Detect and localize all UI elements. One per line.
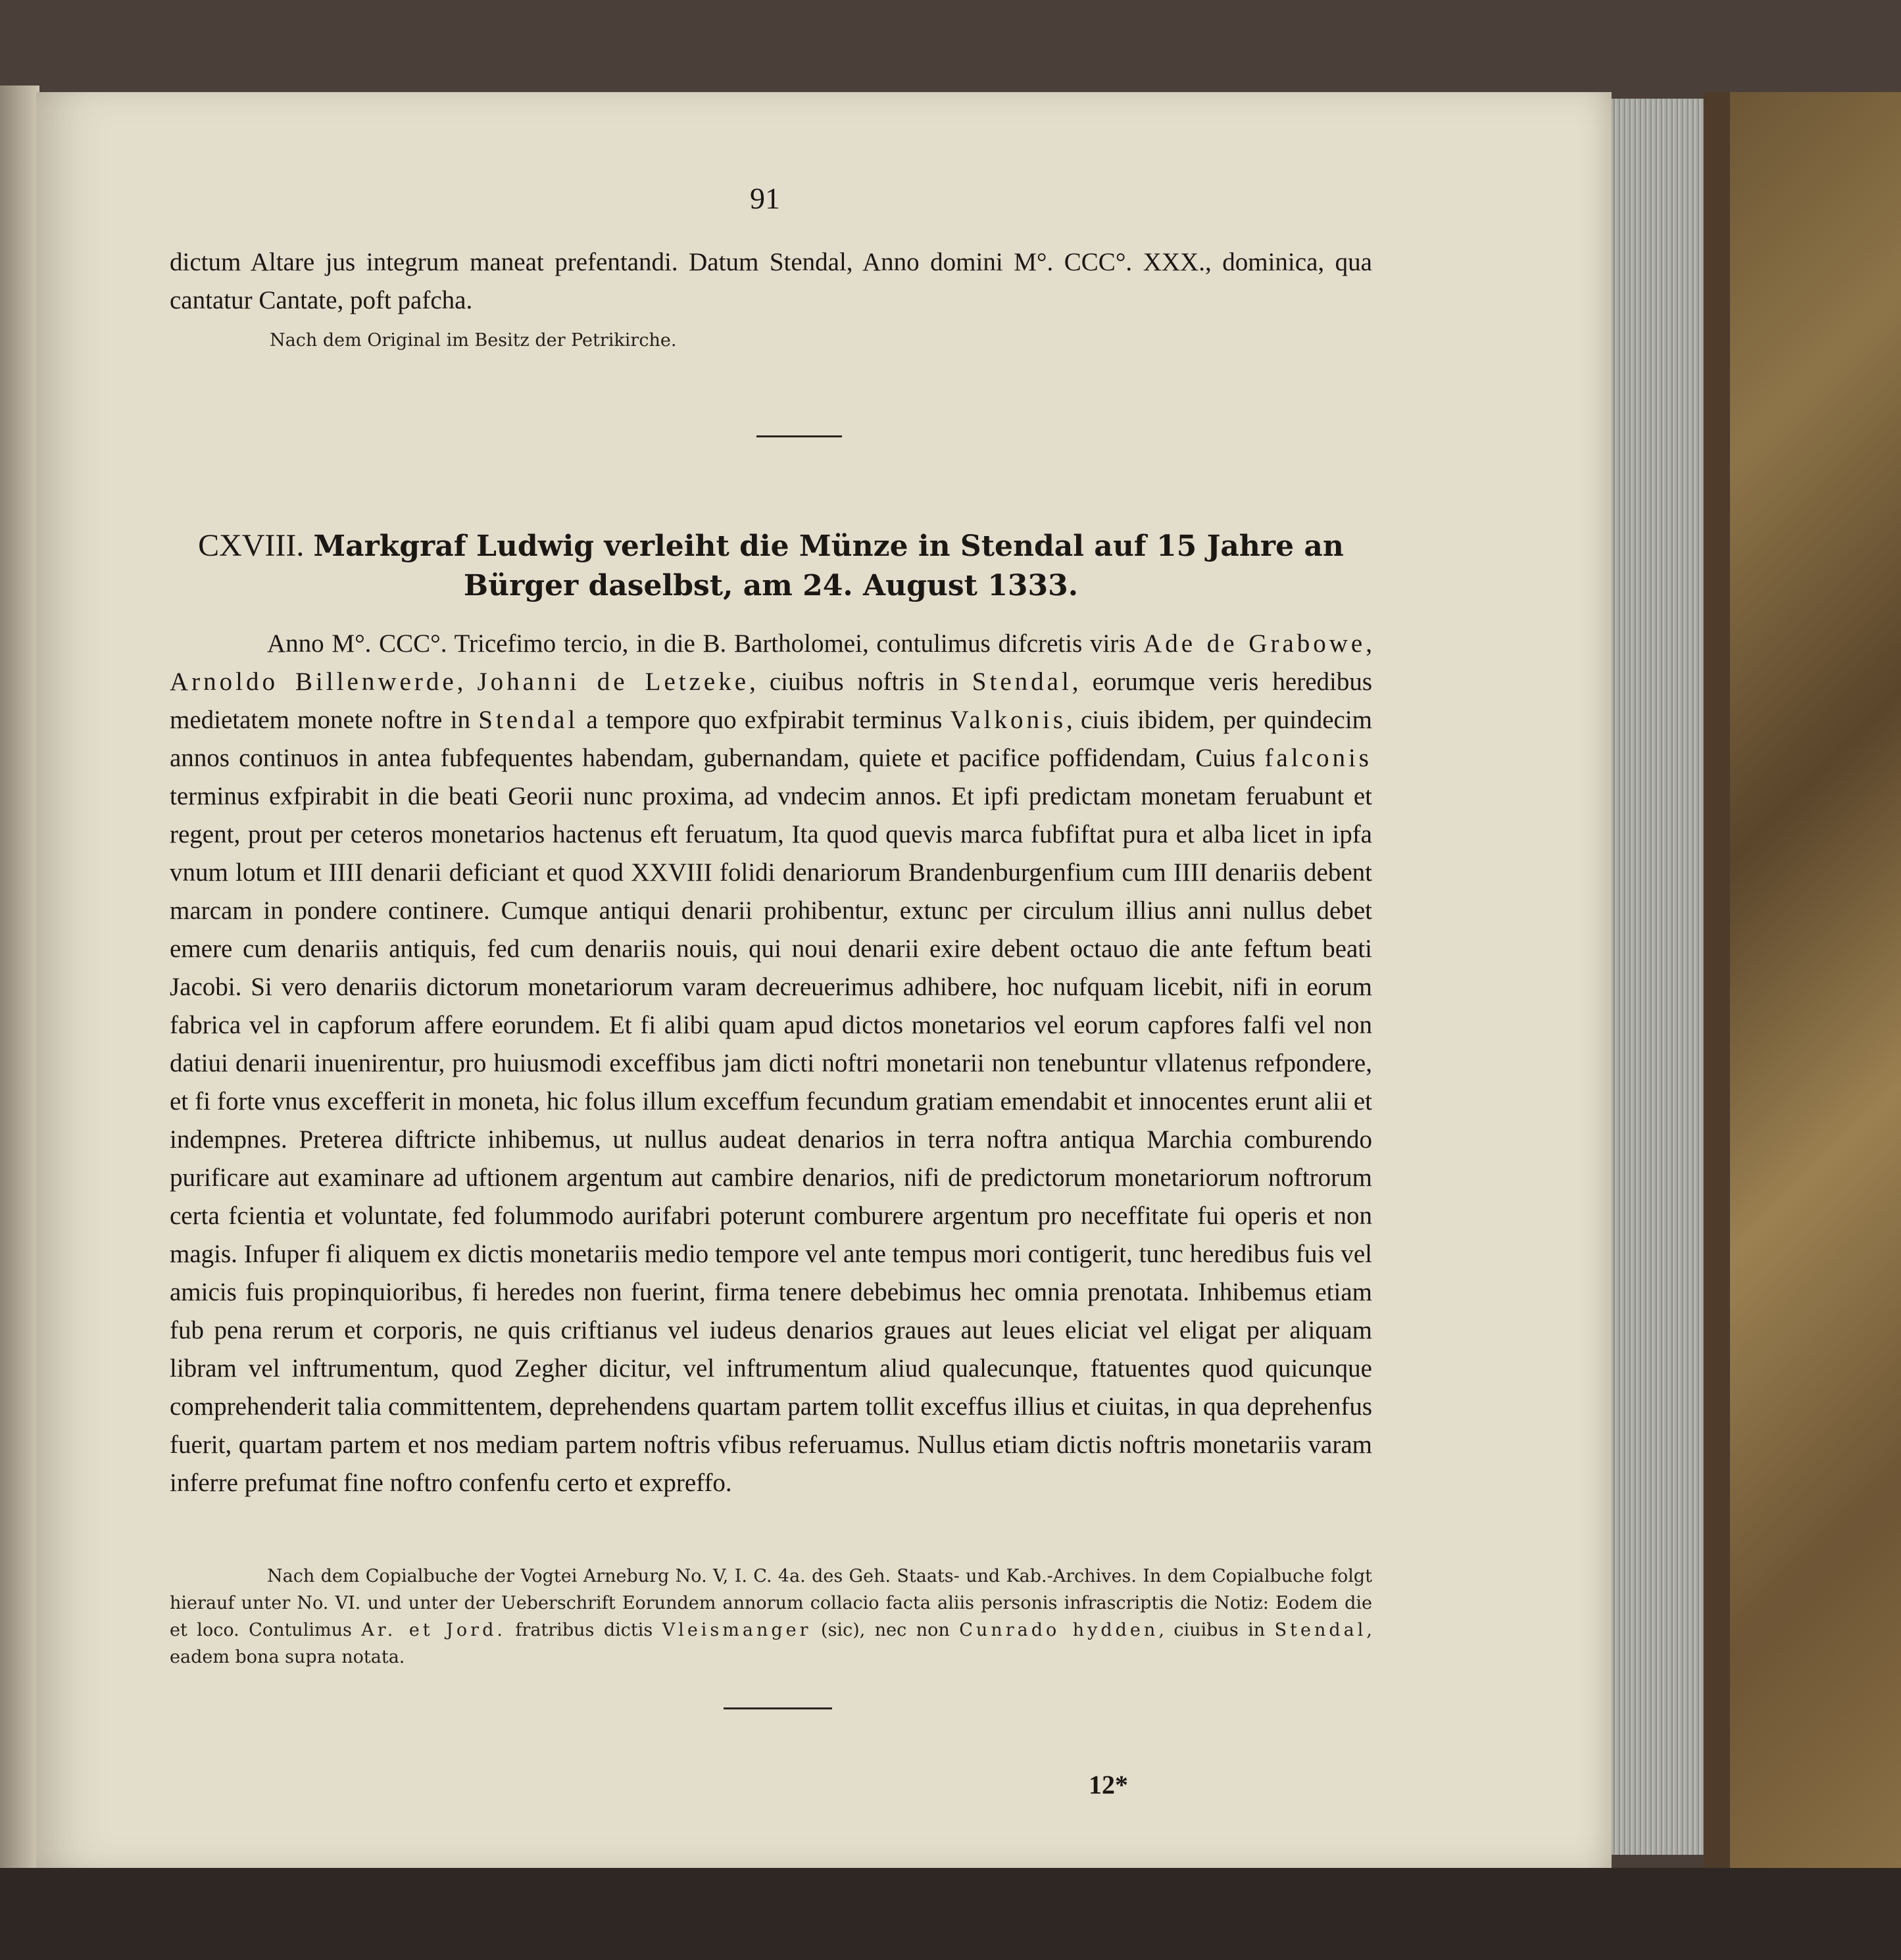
footnote-name: Stendal xyxy=(1274,1620,1367,1640)
body-name: Johanni de Letzeke xyxy=(477,668,750,696)
document-number: CXVIII. xyxy=(198,528,305,563)
footnote xyxy=(170,1563,1372,1671)
body-name: Stendal xyxy=(478,706,579,734)
footer-divider xyxy=(724,1707,832,1709)
footnote-name: Vleismanger xyxy=(662,1620,812,1640)
body-text: terminus exfpirabit in die beati Georii nunc proxima, ad vndecim annos. Et ipfi predictam monetam feruabunt et regent, prout per ceteros monetarios hactenus eft feruatum, Ita quod quevis marca fubfiftat pura et alba licet in ipfa vnum lotum et IIII denarii deficiant et quod XXVIII folidi denariorum Brandenburgenfium cum IIII denariis debent marcam in pondere continere. Cumque antiqui denarii prohibentur, extunc per circulum illius anni nullus debet emere cum denariis antiquis, fed cum denariis nouis, qui noui denarii exire debent octauo die ante feftum beati Jacobi. Si vero denariis dictorum monetariorum varam decreuerimus adhibere, hoc nufquam licebit, nifi in eorum fabrica vel in capforum affere eorundem. Et fi alibi quam apud dictos monetarios vel eorum capfores falfi vel non datiui denarii inuenirentur, pro huiusmodi exceffibus jam dicti noftri monetarii non tenebuntur vllatenus refpondere, et fi forte vnus excefferit in moneta, hic folus illum exceffum fecundum gratiam emendabit et innocentes erunt alii et indempnes. Preterea diftricte inhibemus, ut nullus audeat denarios in terra noftra antiqua Marchia comburendo purificare aut examinare ad uftionem argentum aut cambire denarios, nifi de predictorum monetariorum noftrorum certa fcientia et voluntate, fed folummodo aurifabri poterunt comburere argentum pro neceffitate fui operis et non magis. Infuper fi aliquem ex dictis monetariis medio tempore vel ante tempus mori contigerit, tunc heredibus fuis vel amicis fuis propinquioribus, fi heredes non fuerint, firma tenere debebimus hec omnia prenotata. Inhibemus etiam fub pena rerum et corporis, ne quis criftianus vel iudeus denarios graues aut leues eliciat vel eligat per aliquam libram vel inftrumentum, quod Zegher dicitur, vel inftrumentum aliud qualecunque, ftatuentes quod quicunque comprehenderit talia committentem, deprehendens quartam partem tollit exceffus illius et ciuitas, in qua deprehenfus fuerit, quartam partem et nos mediam partem noftris vfibus referuamus. Nullus etiam dictis noftris monetariis varam inferre prefumat fine noftro confenfu certo et expreffo. xyxy=(170,782,1372,1497)
page-edges xyxy=(1612,99,1704,1855)
document-title: Markgraf Ludwig verleiht die Münze in Stendal auf 15 Jahre an Bürger daselbst, am 24. August 1333. xyxy=(313,529,1344,602)
signature-mark: 12* xyxy=(1089,1770,1128,1800)
body-text: , eorumque veris heredibus medietatem monete noftre in xyxy=(170,668,1373,734)
body-text: Anno M°. CCC°. Tricefimo tercio, in die B. Bartholomei, contulimus difcretis viris xyxy=(267,629,1144,658)
body-text: a tempore quo exfpirabit terminus xyxy=(578,706,950,734)
body-text: , ciuibus noftris in xyxy=(749,668,972,696)
footnote-text: fratribus dictis xyxy=(505,1620,662,1640)
body-text: , ciuis ibidem, per quindecim annos continuos in antea fubfequentes habendam, gubernandam, quiete et pacifice poffidendam, Cuius xyxy=(170,706,1373,772)
footnote-name: Ar. et Jord. xyxy=(361,1620,506,1640)
document-heading xyxy=(166,526,1376,606)
left-page-edge xyxy=(0,86,39,1874)
body-text: , xyxy=(1366,629,1372,658)
footnote-text: (sic), nec non xyxy=(811,1620,960,1640)
body-name: Stendal xyxy=(972,668,1072,696)
source-note: Nach dem Original im Besitz der Petrikirche. xyxy=(270,330,677,351)
document-body xyxy=(170,625,1372,1502)
page-number: 91 xyxy=(750,182,780,215)
body-name: Valkonis xyxy=(950,706,1067,734)
footnote-text: , ciuibus in xyxy=(1158,1620,1275,1640)
footnote-text: , eadem bona supra notata. xyxy=(170,1620,1372,1667)
body-name: falconis xyxy=(1264,744,1372,772)
scan-background xyxy=(0,1868,1901,1960)
marbled-cover xyxy=(1704,92,1901,1881)
opening-paragraph: dictum Altare jus integrum maneat prefentandi. Datum Stendal, Anno domini M°. CCC°. XXX., dominica, qua cantatur Cantate, poft pafcha. xyxy=(170,248,1372,314)
footnote-text: Nach dem Copialbuche der Vogtei Arneburg No. V, I. C. 4a. des Geh. Staats- und Kab.-Archives. In dem Copialbuche folgt hierauf unter No. VI. und unter der Ueberschrift Eorundem annorum collacio facta aliis personis infrascriptis die Notiz: Eodem die et loco. Contulimus xyxy=(170,1566,1372,1640)
footnote-name: Cunrado hydden xyxy=(959,1620,1159,1640)
body-name: Ade de Grabowe xyxy=(1143,629,1366,658)
body-text: , xyxy=(457,668,478,696)
body-name: Arnoldo Billenwerde xyxy=(170,668,457,696)
section-divider xyxy=(756,435,842,437)
cover-binding xyxy=(1704,92,1730,1881)
